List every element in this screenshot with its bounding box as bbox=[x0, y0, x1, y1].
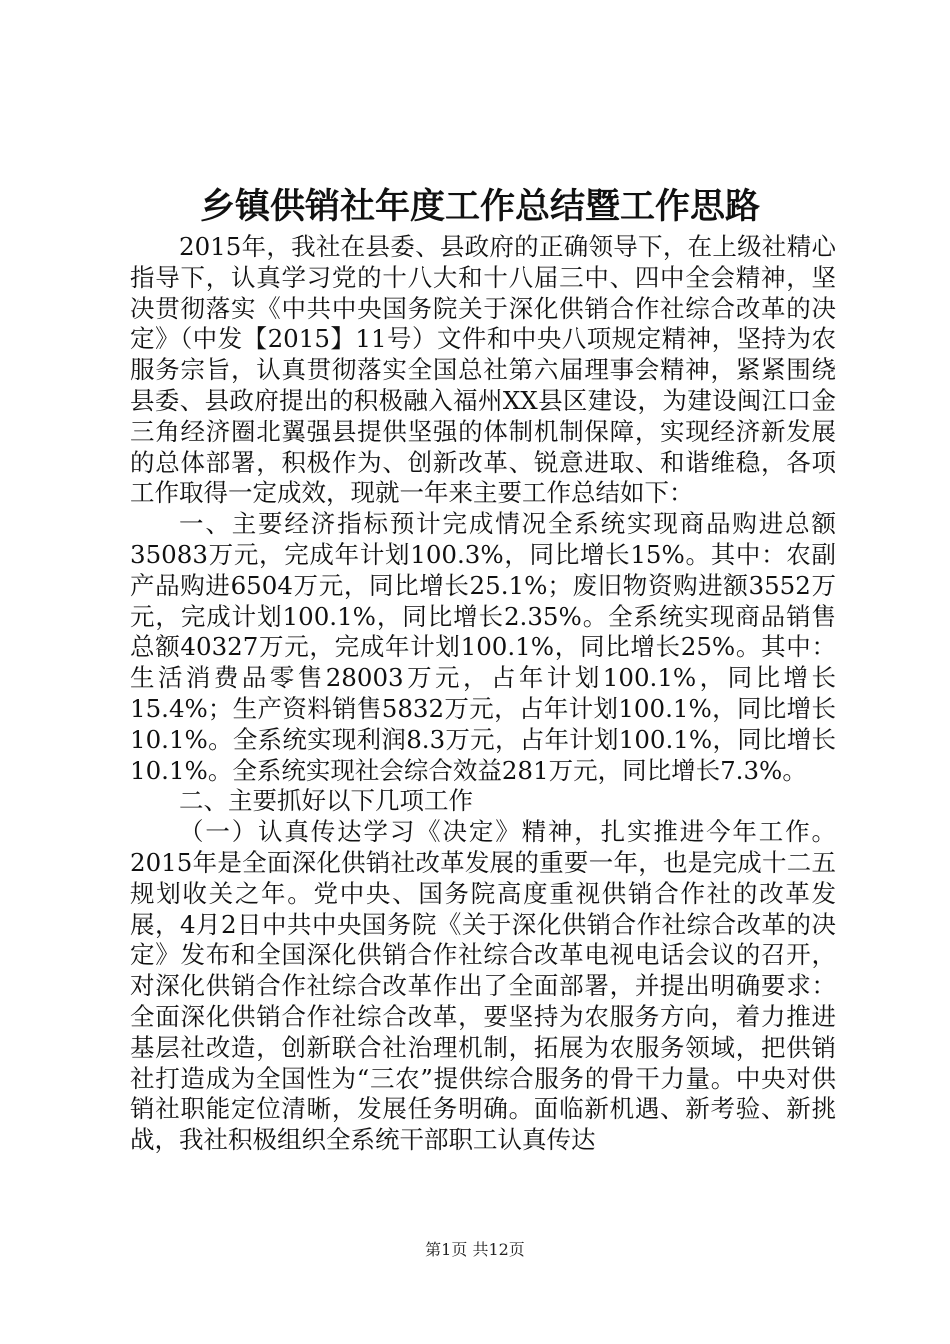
page-footer: 第1页 共12页 bbox=[425, 1240, 525, 1259]
paragraph-intro: 2015年，我社在县委、县政府的正确领导下，在上级社精心指导下，认真学习党的十八大和十八届三中、四中全会精神，坚决贯彻落实《中共中央国务院关于深化供销合作社综合改革的决定》（中发【2015】11号）文件和中央八项规定精神，坚持为农服务宗旨，认真贯彻落实全国总社第六届理事会精神，紧紧围绕县委、县政府提出的积极融入福州XX县区建设，为建设闽江口金三角经济圈北翼强县提供坚强的体制机制保障，实现经济新发展的总体部署，积极作为、创新改革、锐意进取、和谐维稳，各项工作取得一定成效，现就一年来主要工作总结如下： bbox=[130, 232, 836, 508]
document-title: 乡镇供销社年度工作总结暨工作思路 bbox=[199, 186, 760, 227]
paragraph-economic-indicators: 一、主要经济指标预计完成情况全系统实现商品购进总额35083万元，完成年计划100.3%，同比增长15%。其中：农副产品购进6504万元，同比增长25.1%；废旧物资购进额3552万元，完成计划100.1%，同比增长2.35%。全系统实现商品销售总额40327万元，完成年计划100.1%，同比增长25%。其中：生活消费品零售28003万元，占年计划100.1%，同比增长15.4%；生产资料销售5832万元，占年计划100.1%，同比增长10.1%。全系统实现利润8.3万元，占年计划100.1%，同比增长10.1%。全系统实现社会综合效益281万元，同比增长7.3%。 bbox=[130, 509, 836, 785]
paragraph-section-heading: 二、主要抓好以下几项工作 bbox=[179, 786, 473, 816]
document-body bbox=[130, 232, 836, 1156]
paragraph-decision-study: （一）认真传达学习《决定》精神，扎实推进今年工作。2015年是全面深化供销社改革发展的重要一年，也是完成十二五规划收关之年。党中央、国务院高度重视供销合作社的改革发展，4月2日中共中央国务院《关于深化供销合作社综合改革的决定》发布和全国深化供销合作社综合改革电视电话会议的召开，对深化供销合作社综合改革作出了全面部署，并提出明确要求：全面深化供销合作社综合改革，要坚持为农服务方向，着力推进基层社改造，创新联合社治理机制，拓展为农服务领域，把供销社打造成为全国性为“三农”提供综合服务的骨干力量。中央对供销社职能定位清晰，发展任务明确。面临新机遇、新考验、新挑战，我社积极组织全系统干部职工认真传达 bbox=[130, 817, 836, 1155]
